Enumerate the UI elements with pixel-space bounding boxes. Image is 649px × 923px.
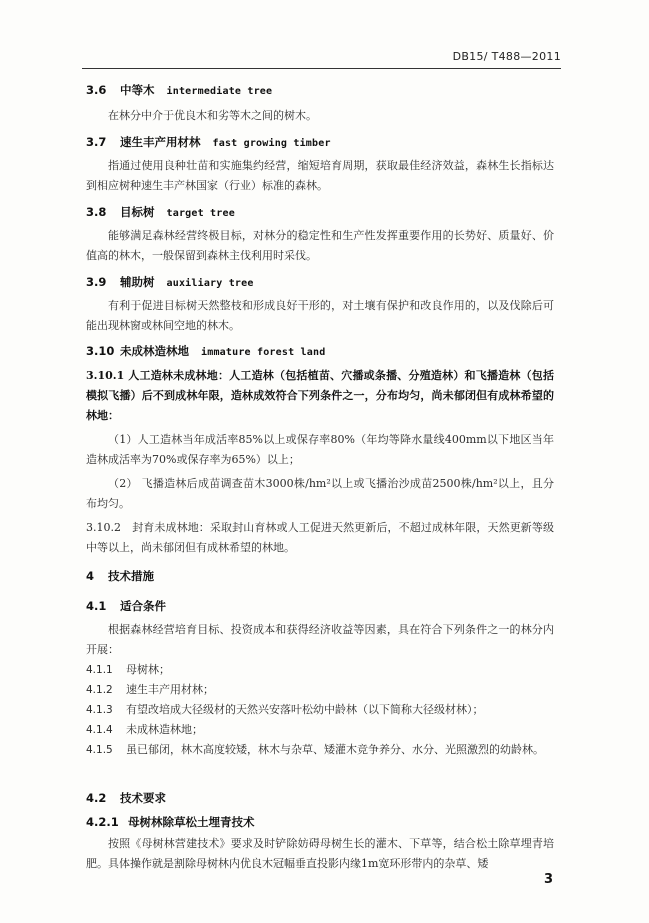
section-heading-3-9 <box>86 274 254 290</box>
item-text: 未成林造林地； <box>126 723 203 736</box>
section-title-zh: 中等木 <box>120 83 155 97</box>
section-number: 4.2.1 <box>86 815 119 829</box>
section-heading-4-2-1 <box>86 814 255 830</box>
item-text: 有望改培成大径级材的天然兴安落叶松幼中龄林（以下简称大径级材林）； <box>126 703 484 716</box>
chapter-title: 技术措施 <box>108 569 154 583</box>
standard-code: DB15/ T488—2011 <box>452 50 561 63</box>
section-number: 3.8 <box>86 205 107 219</box>
section-title-en: immature forest land <box>201 347 326 358</box>
section-number: 3.7 <box>86 135 107 149</box>
section-number: 4.2 <box>86 791 107 805</box>
section-title-zh: 未成林造林地 <box>120 344 189 358</box>
section-title-en: intermediate tree <box>166 86 273 97</box>
section-number: 3.9 <box>86 275 107 289</box>
section-heading-3-6 <box>86 82 272 98</box>
section-title-zh: 适合条件 <box>120 599 166 613</box>
conditions-intro: 根据森林经营培育目标、投资成本和获得经济收益等因素，具在符合下列条件之一的林分内开展： <box>86 623 554 656</box>
section-number: 4.1 <box>86 599 107 613</box>
section-heading-4-1 <box>86 598 166 614</box>
item-number: 4.1.4 <box>86 724 113 736</box>
clause-3-10-2: 3.10.2 封育未成林地：采取封山育林或人工促进天然更新后，不超过成林年限，天然更新等级中等以上，尚未郁闭但有成林希望的林地。 <box>86 521 554 554</box>
item-number: 4.1.5 <box>86 744 113 756</box>
section-title-zh: 辅助树 <box>120 275 155 289</box>
definition-3-9: 有利于促进目标树天然整枝和形成良好干形的，对土壤有保护和改良作用的，以及伐除后可能出现林窗或林间空地的林木。 <box>86 299 554 332</box>
item-text: 母树林； <box>126 663 170 676</box>
item-number: 4.1.3 <box>86 704 113 716</box>
header-rule <box>82 68 561 69</box>
condition-2: （2） 飞播造林后成苗调查苗木3000株/hm²以上或飞播治沙成苗2500株/hm²以上，且分布均匀。 <box>86 477 554 510</box>
section-title-en: auxiliary tree <box>166 278 254 289</box>
definition-3-8: 能够满足森林经营终极目标，对林分的稳定性和生产性发挥重要作用的长势好、质量好、价值高的林木，一般保留到森林主伐利用时采伐。 <box>86 229 554 262</box>
list-item <box>86 680 554 700</box>
chapter-number: 4 <box>86 569 95 583</box>
list-item <box>86 660 554 680</box>
definition-3-7: 指通过使用良种壮苗和实施集约经营，缩短培育周期，获取最佳经济效益，森林生长指标达到相应树种速生丰产林国家（行业）标准的森林。 <box>86 159 554 192</box>
section-heading-3-7 <box>86 134 331 150</box>
item-number: 4.1.1 <box>86 664 113 676</box>
section-number: 3.10 <box>86 344 115 358</box>
section-title-zh: 速生丰产用材林 <box>120 135 201 149</box>
chapter-heading-4 <box>86 568 154 584</box>
item-text: 速生丰产用材林； <box>126 683 214 696</box>
section-title-en: target tree <box>166 208 235 219</box>
section-heading-4-2 <box>86 790 166 806</box>
list-item <box>86 720 554 740</box>
section-title-en: fast growing timber <box>212 138 331 149</box>
section-title-zh: 母树林除草松土埋青技术 <box>128 815 255 829</box>
condition-1: （1）人工造林当年成活率85%以上或保存率80%（年均等降水量线400mm以下地区当年造林成活率为70%或保存率为65%）以上； <box>86 433 554 466</box>
item-text: 虽已郁闭，林木高度较矮，林木与杂草、矮灌木竞争养分、水分、光照激烈的幼龄林。 <box>126 743 544 756</box>
section-title-zh: 目标树 <box>120 205 155 219</box>
section-heading-3-10 <box>86 343 325 359</box>
clause-4-2-1-body: 按照《母树林营建技术》要求及时铲除妨碍母树生长的灌木、下草等，结合松土除草埋青培肥。具体操作就是割除母树林内优良木冠幅垂直投影内缘1m宽环形带内的杂草、矮 <box>86 837 554 870</box>
clause-3-10-1: 3.10.1 人工造林未成林地：人工造林（包括植苗、穴播或条播、分殖造林）和飞播造林（包括模拟飞播）后不到成林年限，造林成效符合下列条件之一，分布均匀，尚未郁闭但有成林希望的林地： <box>86 369 554 422</box>
list-item <box>86 740 554 760</box>
section-title-zh: 技术要求 <box>120 791 166 805</box>
page-number: 3 <box>543 872 553 887</box>
section-heading-3-8 <box>86 204 235 220</box>
list-item <box>86 700 554 720</box>
item-number: 4.1.2 <box>86 684 113 696</box>
definition-3-6: 在林分中介于优良木和劣等木之间的树木。 <box>108 109 317 122</box>
section-number: 3.6 <box>86 83 107 97</box>
